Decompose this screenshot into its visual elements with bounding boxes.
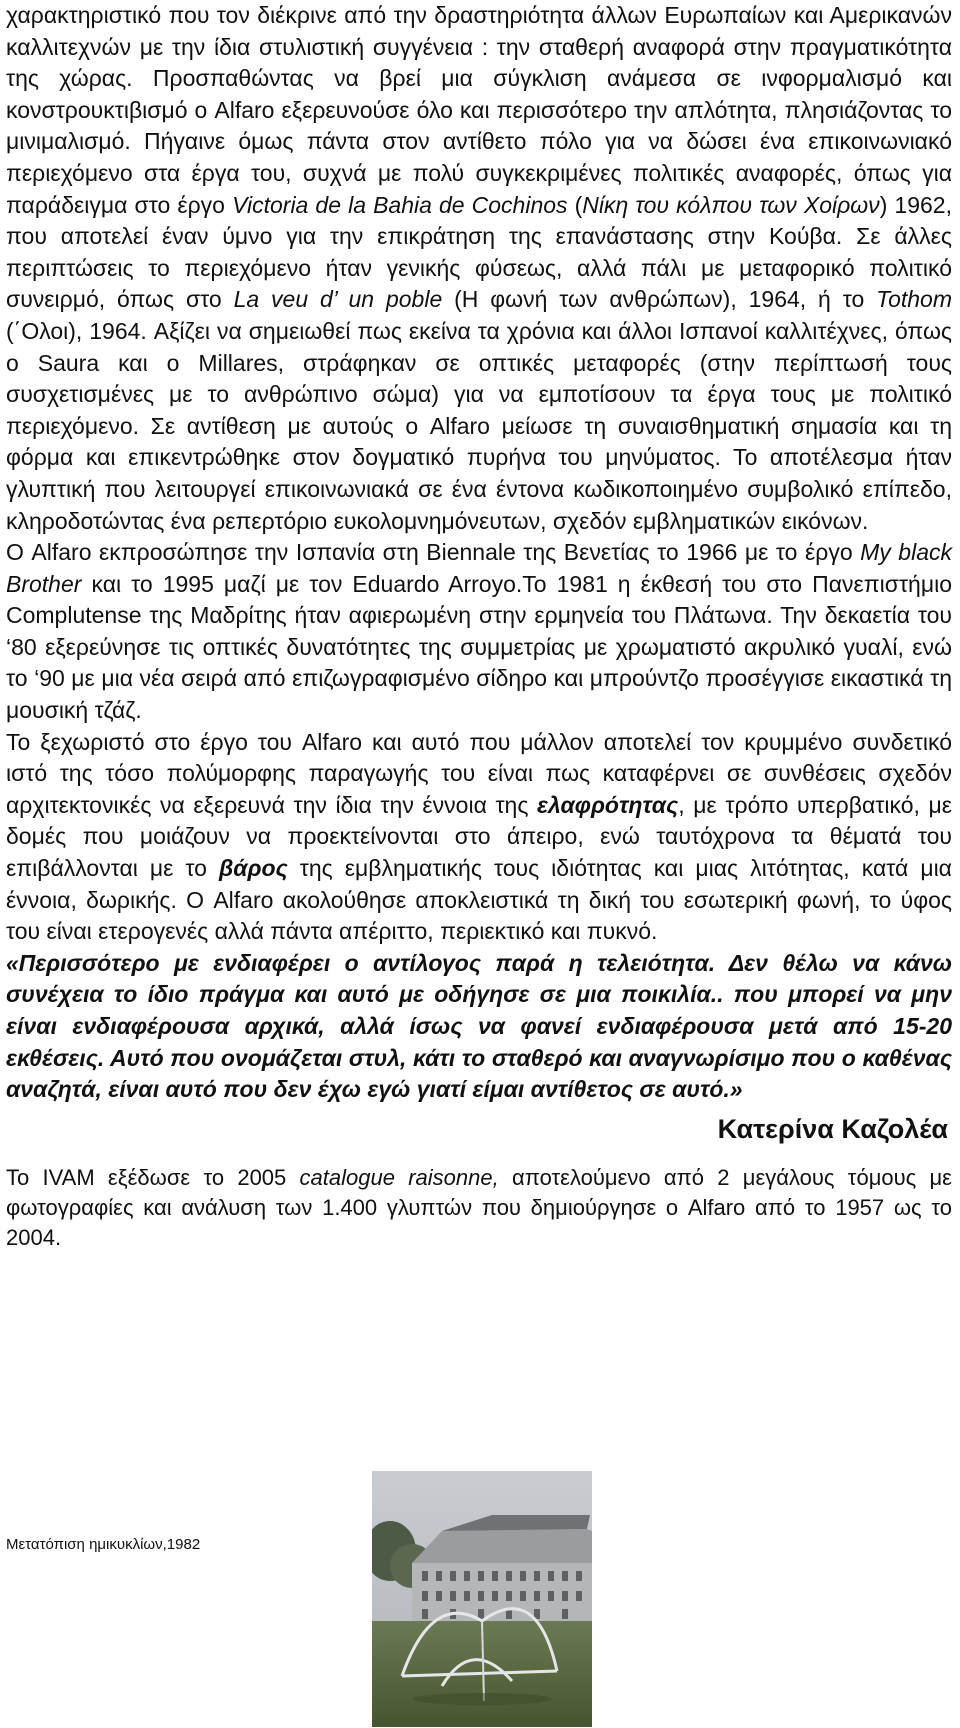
paragraph-ivam-catalogue: [6, 1163, 952, 1253]
text-run: (Η φωνή των ανθρώπων), 1964, ή το: [442, 286, 877, 313]
emphasis-lightness: ελαφρότητας: [537, 791, 679, 818]
paragraph-alfaro-political: [6, 0, 952, 537]
figure-caption: Μετατόπιση ημικυκλίων,1982: [6, 1536, 201, 1553]
text-run: αποτελούμενο από 2 μεγάλους τόμους με φωτογραφίες και ανάλυση των 1.400 γλυπτών που δημιούργησε ο Alfaro από το 1957 ως το 2004.: [6, 1164, 952, 1250]
text-run: Το IVAM εξέδωσε το 2005: [6, 1164, 300, 1190]
artwork-title: My black Brother: [6, 539, 952, 597]
catalogue-title: catalogue raisonne,: [299, 1164, 499, 1190]
artwork-title: La veu d’ un poble: [233, 286, 443, 313]
paragraph-lightness: [6, 727, 952, 948]
emphasis-weight: βάρος: [219, 855, 288, 882]
text-run: Ο Alfaro εκπροσώπησε την Ισπανία στη Biennale της Βενετίας το 1966 με το έργο: [6, 539, 861, 566]
paragraph-biennale: [6, 537, 952, 727]
text-run: , με τρόπο υπερβατικό, με δομές που μοιάζουν να προεκτείνονται στο άπειρο, ενώ ταυτόχρονα τα θέματά του επιβάλλονται με το: [6, 791, 952, 882]
sculpture-photo-illustration: [372, 1471, 592, 1727]
author-signature: Κατερίνα Καζολέα: [717, 1113, 948, 1144]
artwork-title: Tothom: [876, 286, 952, 313]
text-run: Το ξεχωριστό στο έργο του Alfaro και αυτό που μάλλον αποτελεί τον κρυμμένο συνδετικό ιστό της τόσο πολύμορφης παραγωγής του είναι πως καταφέρνει σε συνθέσεις σχεδόν αρχιτεκτονικές να εξερευνά την ίδια την έννοια της: [6, 728, 952, 818]
artwork-title-greek: Νίκη του κόλπου των Χοίρων: [582, 191, 880, 218]
text-run: και το 1995 μαζί με τον Eduardo Arroyo.Το 1981 η έκθεσή του στο Πανεπιστήμιο Complutense της Μαδρίτης ήταν αφιερωμένη στην ερμηνεία του Πλάτωνα. Την δεκαετία του ‘80 εξερεύνησε τις οπτικές δυνατότητες της συμμετρίας με χρωματιστό ακρυλικό γυαλί, ενώ το ‘90 με μια νέα σειρά από επιζωγραφισμένο σίδηρο και μπρούντζο προσέγγισε εικαστικά τη μουσική τζάζ.: [6, 570, 952, 724]
document-page: [6, 0, 952, 1253]
sculpture-photo: [372, 1471, 592, 1727]
text-run: της εμβληματικής τους ιδιότητας και μιας λιτότητας, κατά μια έννοια, δωρικής. Ο Alfaro ακολούθησε αποκλειστικά τη δική του εσωτερική φωνή, το ύφος του είναι ετερογενές αλλά πάντα απέριττο, περιεκτικό και πυκνό.: [6, 855, 952, 945]
text-run: χαρακτηριστικό που τον διέκρινε από την δραστηριότητα άλλων Ευρωπαίων και Αμερικανών καλλιτεχνών με την ίδια στυλιστική συγγένεια : την σταθερή αναφορά στην πραγματικότητα της χώρας. Προσπαθώντας να βρεί μια σύγκλιση ανάμεσα σε ινφορμαλισμό και κονστρουκτιβισμό ο Alfaro εξερευνούσε όλο και περισσότερο την απλότητα, πλησιάζοντας το μινιμαλισμό. Πήγαινε όμως πάντα στον αντίθετο πόλο για να δώσει ένα επικοινωνιακό περιεχόμενο στα έργα του, συχνά με πολύ συγκεκριμένες πολιτικές αναφορές, όπως για παράδειγμα στο έργο: [6, 2, 952, 218]
artist-quote: «Περισσότερο με ενδιαφέρει ο αντίλογος παρά η τελειότητα. Δεν θέλω να κάνω συνέχεια το ίδιο πράγμα και αυτό με οδήγησε σε μια ποικιλία.. που μπορεί να μην είναι ενδιαφέρουσα αρχικά, αλλά ίσως να φανεί ενδιαφέρουσα μετά από 15-20 εκθέσεις. Αυτό που ονομάζεται στυλ, κάτι το σταθερό και αναγνωρίσιμο που ο καθένας αναζητά, είναι αυτό που δεν έχω εγώ γιατί είμαι αντίθετος σε αυτό.»: [6, 949, 952, 1103]
text-run: ) 1962, που αποτελεί έναν ύμνο για την επικράτηση της επανάστασης στην Κούβα. Σε άλλες περιπτώσεις το περιεχόμενο ήταν γενικής φύσεως, αλλά πάλι με μεταφορικό πολιτικό συνειρμό, όπως στο: [6, 191, 952, 313]
artwork-title: Victoria de la Bahia de Cochinos: [232, 191, 568, 218]
text-run: (΄Ολοι), 1964. Αξίζει να σημειωθεί πως εκείνα τα χρόνια και άλλοι Ισπανοί καλλιτέχνες, όπως ο Saura και ο Millares, στράφηκαν σε οπτικές μεταφορές (στην περίπτωσή τους συσχετισμένες με το ανθρώπινο σώμα) για να εμποτίσουν τα έργα τους με πολιτικό περιεχόμενο. Σε αντίθεση με αυτούς ο Alfaro μείωσε τη συναισθηματική σημασία και τη φόρμα και επικεντρώθηκε στον δογματικό πυρήνα του μηνύματος. Το αποτέλεσμα ήταν γλυπτική που λειτουργεί επικοινωνιακά σε ένα έντονα κωδικοποιημένο συμβολικό επίπεδο, κληροδοτώντας ένα ρεπερτόριο ευκολομνημόνευτων, σχεδόν εμβληματικών εικόνων.: [6, 317, 952, 534]
text-run: (: [567, 191, 583, 218]
